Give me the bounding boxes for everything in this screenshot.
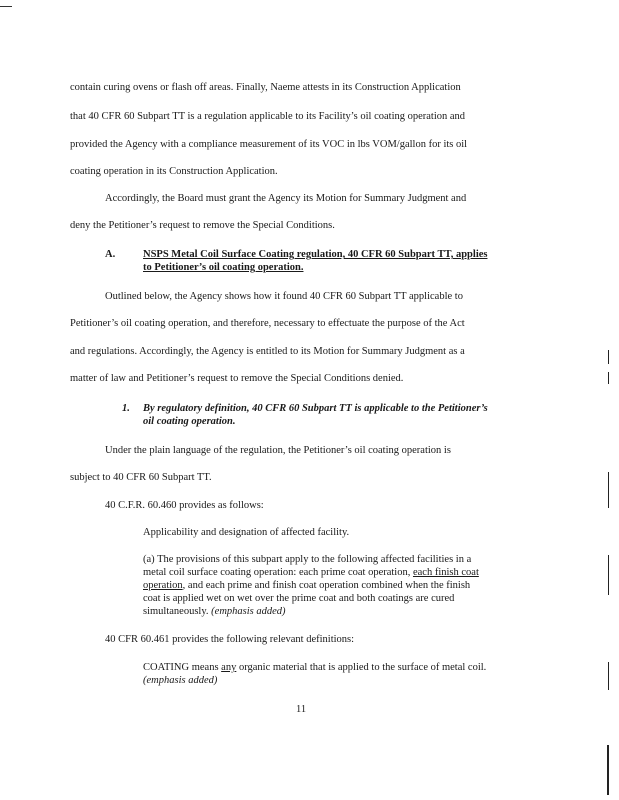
change-bar xyxy=(607,745,609,795)
body-text-line: Under the plain language of the regulation, the Petitioner’s oil coating operation is xyxy=(105,445,451,456)
scan-mark xyxy=(0,6,12,7)
change-bar xyxy=(608,372,609,384)
quote-line: operation, and each prime and finish coat operation combined when the finish xyxy=(143,580,471,591)
quote-line: simultaneously. (emphasis added) xyxy=(143,606,286,617)
quote-line: (a) The provisions of this subpart apply to the following affected facilities in a xyxy=(143,554,472,565)
quote-line: coat is applied wet on wet over the prime coat and both coatings are cured xyxy=(143,593,455,604)
body-text-line: Outlined below, the Agency shows how it found 40 CFR 60 Subpart TT applicable to xyxy=(105,291,463,302)
body-text-line: 40 CFR 60.461 provides the following relevant definitions: xyxy=(105,634,355,645)
change-bar xyxy=(608,662,609,690)
subsection-heading: By regulatory definition, 40 CFR 60 Subpart TT is applicable to the Petitioner’s xyxy=(143,403,488,414)
body-text-line: and regulations. Accordingly, the Agency is entitled to its Motion for Summary Judgment as a xyxy=(70,346,465,357)
body-text-line: matter of law and Petitioner’s request to remove the Special Conditions denied. xyxy=(70,373,404,384)
body-text-line: subject to 40 CFR 60 Subpart TT. xyxy=(70,472,212,483)
definition-line: COATING means any organic material that is applied to the surface of metal coil. xyxy=(143,662,487,673)
body-text-line: Petitioner’s oil coating operation, and therefore, necessary to effectuate the purpose of the Act xyxy=(70,318,465,329)
body-text-line: Accordingly, the Board must grant the Agency its Motion for Summary Judgment and xyxy=(105,193,467,204)
body-text-line: coating operation in its Construction Application. xyxy=(70,166,278,177)
change-bar xyxy=(608,472,609,508)
page-number: 11 xyxy=(296,704,307,715)
definition-line: (emphasis added) xyxy=(143,675,218,686)
body-text-line: provided the Agency with a compliance measurement of its VOC in lbs VOM/gallon for its oil xyxy=(70,139,468,150)
body-text-line: 40 C.F.R. 60.460 provides as follows: xyxy=(105,500,264,511)
change-bar xyxy=(608,350,609,364)
subsection-heading: oil coating operation. xyxy=(143,416,236,427)
body-text-line: deny the Petitioner’s request to remove the Special Conditions. xyxy=(70,220,335,231)
subsection-label: 1. xyxy=(122,403,130,414)
change-bar xyxy=(608,555,609,595)
body-text-line: contain curing ovens or flash off areas. Finally, Naeme attests in its Construction Application xyxy=(70,82,461,93)
quote-heading: Applicability and designation of affected facility. xyxy=(143,527,350,538)
section-heading: to Petitioner’s oil coating operation. xyxy=(143,262,304,273)
section-label: A. xyxy=(105,249,116,260)
section-heading: NSPS Metal Coil Surface Coating regulation, 40 CFR 60 Subpart TT, applies xyxy=(143,249,488,260)
body-text-line: that 40 CFR 60 Subpart TT is a regulation applicable to its Facility’s oil coating operation and xyxy=(70,111,466,122)
quote-line: metal coil surface coating operation: each prime coat operation, each finish coat xyxy=(143,567,479,578)
